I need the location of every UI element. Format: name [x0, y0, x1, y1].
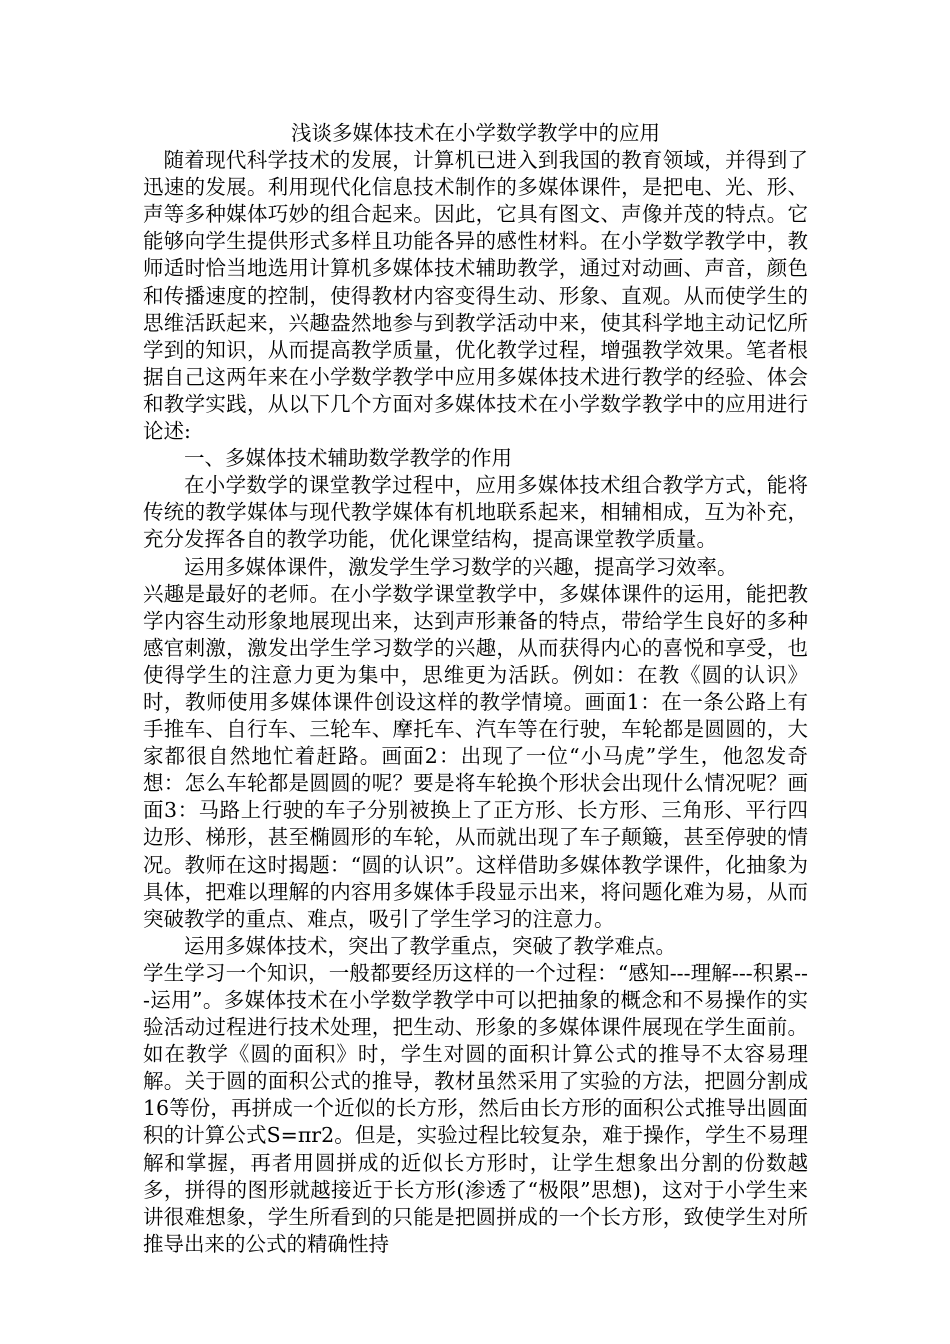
section-heading: 一、多媒体技术辅助数学教学的作用 — [184, 446, 512, 471]
focus-paragraph: 学生学习一个知识，一般都要经历这样的一个过程：“感知---理解---积累---运用”。多媒体技术在小学数学教学中可以把抽象的概念和不易操作的实验活动过程进行技术处理，把生动、形象的多媒体课件展现在学生面前。如在教学《圆的面积》时，学生对圆的面积计算公式的推导不太容易理解。关于圆的面积公式的推导，教材虽然采用了实验的方法，把圆分割成16等份，再拼成一个近似的长方形，然后由长方形的面积公式推导出圆面积的计算公式S=πr2。但是，实验过程比较复杂，难于操作，学生不易理解和掌握，再者用圆拼成的近似长方形时，让学生想象出分割的份数越多，拼得的图形就越接近于长方形(渗透了“极限”思想)，这对于小学生来讲很难想象，学生所看到的只能是把圆拼成的一个长方形，致使学生对所推导出来的公式的精确性持 — [143, 960, 808, 1256]
section-paragraph: 在小学数学的课堂教学过程中，应用多媒体技术组合教学方式，能将传统的教学媒体与现代教学媒体有机地联系起来，相辅相成，互为补充，充分发挥各自的教学功能，优化课堂结构，提高课堂教学质量。 — [143, 473, 808, 552]
document-body — [143, 120, 808, 1258]
intro-paragraph: 随着现代科学技术的发展，计算机已进入到我国的教育领域，并得到了迅速的发展。利用现代化信息技术制作的多媒体课件，是把电、光、形、声等多种媒体巧妙的组合起来。因此，它具有图文、声像并茂的特点。它能够向学生提供形式多样且功能各异的感性材料。在小学数学教学中，教师适时恰当地选用计算机多媒体技术辅助教学，通过对动画、声音，颜色和传播速度的控制，使得教材内容变得生动、形象、直观。从而使学生的思维活跃起来，兴趣盎然地参与到教学活动中来，使其科学地主动记忆所学到的知识，从而提高教学质量，优化教学过程，增强教学效果。笔者根据自己这两年来在小学数学教学中应用多媒体技术进行教学的经验、体会和教学实践，从以下几个方面对多媒体技术在小学数学教学中的应用进行论述: — [143, 148, 808, 444]
subheading-interest: 运用多媒体课件，激发学生学习数学的兴趣，提高学习效率。 — [184, 554, 738, 579]
interest-paragraph: 兴趣是最好的老师。在小学数学课堂教学中，多媒体课件的运用，能把教学内容生动形象地展现出来，达到声形兼备的特点，带给学生良好的多种感官刺激，激发出学生学习数学的兴趣，从而获得内心的喜悦和享受，也使得学生的注意力更为集中，思维更为活跃。例如：在教《圆的认识》时，教师使用多媒体课件创设这样的教学情境。画面1：在一条公路上有手推车、自行车、三轮车、摩托车、汽车等在行驶，车轮都是圆圆的，大家都很自然地忙着赶路。画面2：出现了一位“小马虎”学生，他忽发奇想：怎么车轮都是圆圆的呢？要是将车轮换个形状会出现什么情况呢？画面3：马路上行驶的车子分别被换上了正方形、长方形、三角形、平行四边形、梯形，甚至椭圆形的车轮，从而就出现了车子颠簸，甚至停驶的情况。教师在这时揭题：“圆的认识”。这样借助多媒体教学课件，化抽象为具体，把难以理解的内容用多媒体手段显示出来，将问题化难为易，从而突破教学的重点、难点，吸引了学生学习的注意力。 — [143, 581, 808, 931]
subheading-focus: 运用多媒体技术，突出了教学重点，突破了教学难点。 — [184, 933, 676, 958]
document-title: 浅谈多媒体技术在小学数学教学中的应用 — [291, 121, 660, 145]
